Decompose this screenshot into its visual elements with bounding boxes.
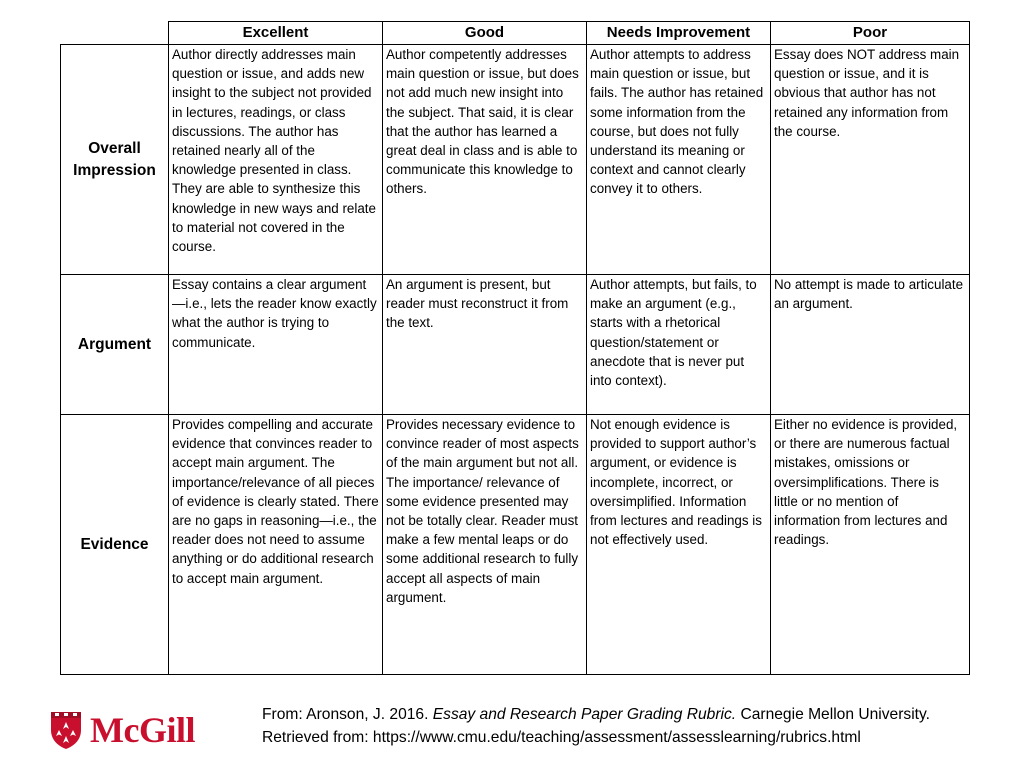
rubric-table bbox=[60, 21, 970, 675]
column-header-excellent: Excellent bbox=[169, 22, 383, 45]
row-header-overall-impression bbox=[61, 45, 169, 275]
cell-argument-good: An argument is present, but reader must reconstruct it from the text. bbox=[383, 275, 587, 415]
citation bbox=[262, 703, 930, 749]
row-label: Evidence bbox=[80, 535, 149, 553]
citation-title: Essay and Research Paper Grading Rubric. bbox=[432, 706, 737, 723]
citation-prefix: From: Aronson, J. 2016. bbox=[262, 706, 433, 723]
row-header-argument bbox=[61, 275, 169, 415]
citation-suffix: Carnegie Mellon University. bbox=[736, 706, 930, 723]
cell-evidence-excellent: Provides compelling and accurate evidence that convinces reader to accept main argument. The importance/relevance of all pieces of evidence is clearly stated. There are no gaps in reasoning—i.e., the reader does not need to assume anything or do additional research to accept main argument. bbox=[169, 415, 383, 675]
cell-overall-poor: Essay does NOT address main question or issue, and it is obvious that author has not retained any information from the course. bbox=[771, 45, 970, 275]
column-header-needs-improvement: Needs Improvement bbox=[587, 22, 771, 45]
cell-argument-poor: No attempt is made to articulate an argument. bbox=[771, 275, 970, 415]
row-header-evidence bbox=[61, 415, 169, 675]
table-row bbox=[61, 415, 970, 675]
row-label: Argument bbox=[77, 335, 152, 353]
table-row bbox=[61, 45, 970, 275]
cell-overall-needs-improvement: Author attempts to address main question or issue, but fails. The author has retained some information from the course, but does not fully understand its meaning or context and cannot clearly convey it to others. bbox=[587, 45, 771, 275]
row-label: Impression bbox=[73, 161, 156, 179]
cell-argument-needs-improvement: Author attempts, but fails, to make an argument (e.g., starts with a rhetorical question/statement or anecdote that is never put into context). bbox=[587, 275, 771, 415]
cell-overall-good: Author competently addresses main question or issue, but does not add much new insight into the subject. That said, it is clear that the author has learned a great deal in class and is able to communicate this knowledge to others. bbox=[383, 45, 587, 275]
logo-wordmark: McGill bbox=[90, 710, 195, 750]
cell-overall-excellent: Author directly addresses main question or issue, and adds new insight to the subject not provided in lectures, readings, or class discussions. The author has retained nearly all of the knowledge presented in class. They are able to synthesize this knowledge in new ways and relate to material not covered in the course. bbox=[169, 45, 383, 275]
cell-evidence-needs-improvement: Not enough evidence is provided to support author’s argument, or evidence is incomplete, incorrect, or oversimplified. Information from lectures and readings is not effectively used. bbox=[587, 415, 771, 675]
column-header-good: Good bbox=[383, 22, 587, 45]
column-header-poor: Poor bbox=[771, 22, 970, 45]
cell-evidence-good: Provides necessary evidence to convince reader of most aspects of the main argument but not all. The importance/ relevance of some evidence presented may not be totally clear. Reader must make a few mental leaps or do some additional research to fully accept all aspects of main argument. bbox=[383, 415, 587, 675]
corner-cell bbox=[61, 22, 169, 45]
table-row bbox=[61, 275, 970, 415]
cell-argument-excellent: Essay contains a clear argument—i.e., lets the reader know exactly what the author is trying to communicate. bbox=[169, 275, 383, 415]
citation-retrieved: Retrieved from: https://www.cmu.edu/teaching/assessment/assesslearning/rubrics.html bbox=[262, 729, 861, 746]
row-label: Overall bbox=[88, 139, 141, 157]
header-row bbox=[61, 22, 970, 45]
mcgill-logo bbox=[50, 708, 220, 752]
citation-line-1 bbox=[262, 703, 930, 726]
shield-icon bbox=[50, 710, 82, 750]
cell-evidence-poor: Either no evidence is provided, or there are numerous factual mistakes, omissions or oversimplifications. There is little or no mention of information from lectures and readings. bbox=[771, 415, 970, 675]
